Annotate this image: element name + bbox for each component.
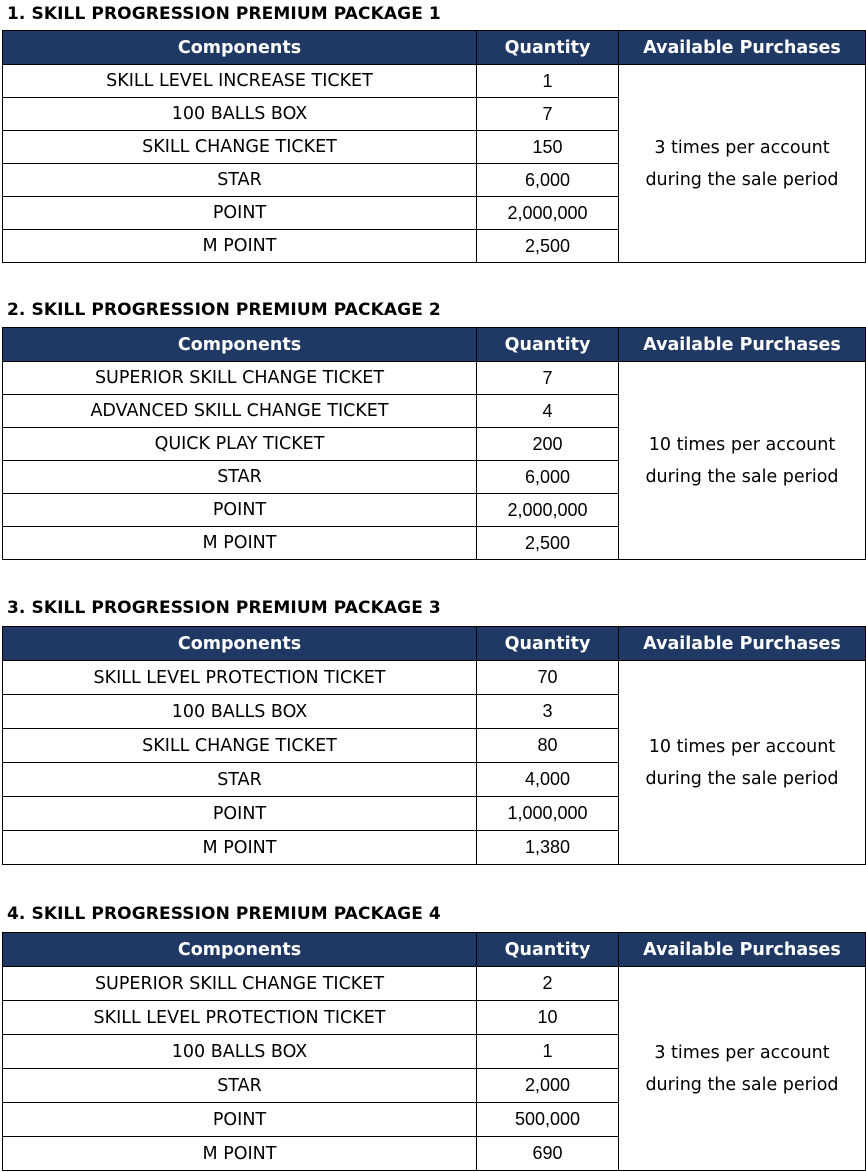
quantity-cell: 4,000: [477, 763, 619, 797]
component-cell: M POINT: [3, 1137, 477, 1171]
component-cell: STAR: [3, 461, 477, 494]
header-components: Components: [3, 328, 477, 362]
quantity-cell: 1: [477, 1035, 619, 1069]
quantity-cell: 7: [477, 98, 619, 131]
quantity-cell: 4: [477, 395, 619, 428]
component-cell: M POINT: [3, 230, 477, 263]
quantity-cell: 7: [477, 362, 619, 395]
component-cell: POINT: [3, 1103, 477, 1137]
component-cell: SKILL LEVEL PROTECTION TICKET: [3, 1001, 477, 1035]
available-purchases-line-1: 3 times per account: [654, 137, 830, 158]
component-cell: SKILL LEVEL PROTECTION TICKET: [3, 661, 477, 695]
quantity-cell: 10: [477, 1001, 619, 1035]
component-cell: STAR: [3, 164, 477, 197]
package-title: 3. SKILL PROGRESSION PREMIUM PACKAGE 3: [7, 598, 441, 618]
header-components: Components: [3, 627, 477, 661]
quantity-cell: 80: [477, 729, 619, 763]
quantity-cell: 200: [477, 428, 619, 461]
component-cell: 100 BALLS BOX: [3, 695, 477, 729]
table-header-row: [3, 328, 866, 362]
quantity-cell: 1: [477, 65, 619, 98]
quantity-cell: 70: [477, 661, 619, 695]
quantity-cell: 500,000: [477, 1103, 619, 1137]
quantity-cell: 2,500: [477, 527, 619, 560]
component-cell: SKILL CHANGE TICKET: [3, 729, 477, 763]
available-purchases-line-2: during the sale period: [645, 768, 839, 789]
package-table: [2, 30, 866, 263]
header-available-purchases: Available Purchases: [619, 627, 866, 661]
component-cell: 100 BALLS BOX: [3, 1035, 477, 1069]
quantity-cell: 2,500: [477, 230, 619, 263]
component-cell: ADVANCED SKILL CHANGE TICKET: [3, 395, 477, 428]
available-purchases-line-1: 3 times per account: [654, 1042, 830, 1063]
quantity-cell: 2,000: [477, 1069, 619, 1103]
quantity-cell: 6,000: [477, 461, 619, 494]
quantity-cell: 690: [477, 1137, 619, 1171]
available-purchases-line-2: during the sale period: [645, 169, 839, 190]
header-available-purchases: Available Purchases: [619, 31, 866, 65]
quantity-cell: 150: [477, 131, 619, 164]
component-cell: STAR: [3, 1069, 477, 1103]
component-cell: SKILL CHANGE TICKET: [3, 131, 477, 164]
component-cell: M POINT: [3, 527, 477, 560]
available-purchases-cell: [619, 661, 866, 865]
quantity-cell: 2,000,000: [477, 197, 619, 230]
header-components: Components: [3, 933, 477, 967]
component-cell: POINT: [3, 494, 477, 527]
table-row: [3, 362, 866, 395]
header-available-purchases: Available Purchases: [619, 933, 866, 967]
package-table: [2, 626, 866, 865]
quantity-cell: 2: [477, 967, 619, 1001]
available-purchases-line-2: during the sale period: [645, 1074, 839, 1095]
header-quantity: Quantity: [477, 933, 619, 967]
package-title: 2. SKILL PROGRESSION PREMIUM PACKAGE 2: [7, 300, 441, 320]
quantity-cell: 1,380: [477, 831, 619, 865]
package-table: [2, 932, 866, 1171]
available-purchases-cell: [619, 967, 866, 1171]
table-row: [3, 661, 866, 695]
component-cell: SUPERIOR SKILL CHANGE TICKET: [3, 362, 477, 395]
component-cell: QUICK PLAY TICKET: [3, 428, 477, 461]
package-table: [2, 327, 866, 560]
available-purchases-cell: [619, 65, 866, 263]
table-header-row: [3, 933, 866, 967]
package-title: 4. SKILL PROGRESSION PREMIUM PACKAGE 4: [7, 904, 441, 924]
table-row: [3, 65, 866, 98]
header-quantity: Quantity: [477, 328, 619, 362]
available-purchases-line-1: 10 times per account: [648, 434, 836, 455]
quantity-cell: 1,000,000: [477, 797, 619, 831]
header-quantity: Quantity: [477, 627, 619, 661]
component-cell: STAR: [3, 763, 477, 797]
component-cell: 100 BALLS BOX: [3, 98, 477, 131]
quantity-cell: 2,000,000: [477, 494, 619, 527]
available-purchases-line-1: 10 times per account: [648, 736, 836, 757]
available-purchases-cell: [619, 362, 866, 560]
header-components: Components: [3, 31, 477, 65]
table-header-row: [3, 31, 866, 65]
quantity-cell: 3: [477, 695, 619, 729]
quantity-cell: 6,000: [477, 164, 619, 197]
header-available-purchases: Available Purchases: [619, 328, 866, 362]
available-purchases-line-2: during the sale period: [645, 466, 839, 487]
component-cell: SKILL LEVEL INCREASE TICKET: [3, 65, 477, 98]
component-cell: SUPERIOR SKILL CHANGE TICKET: [3, 967, 477, 1001]
component-cell: M POINT: [3, 831, 477, 865]
header-quantity: Quantity: [477, 31, 619, 65]
component-cell: POINT: [3, 197, 477, 230]
package-title: 1. SKILL PROGRESSION PREMIUM PACKAGE 1: [7, 4, 441, 24]
table-row: [3, 967, 866, 1001]
table-header-row: [3, 627, 866, 661]
component-cell: POINT: [3, 797, 477, 831]
